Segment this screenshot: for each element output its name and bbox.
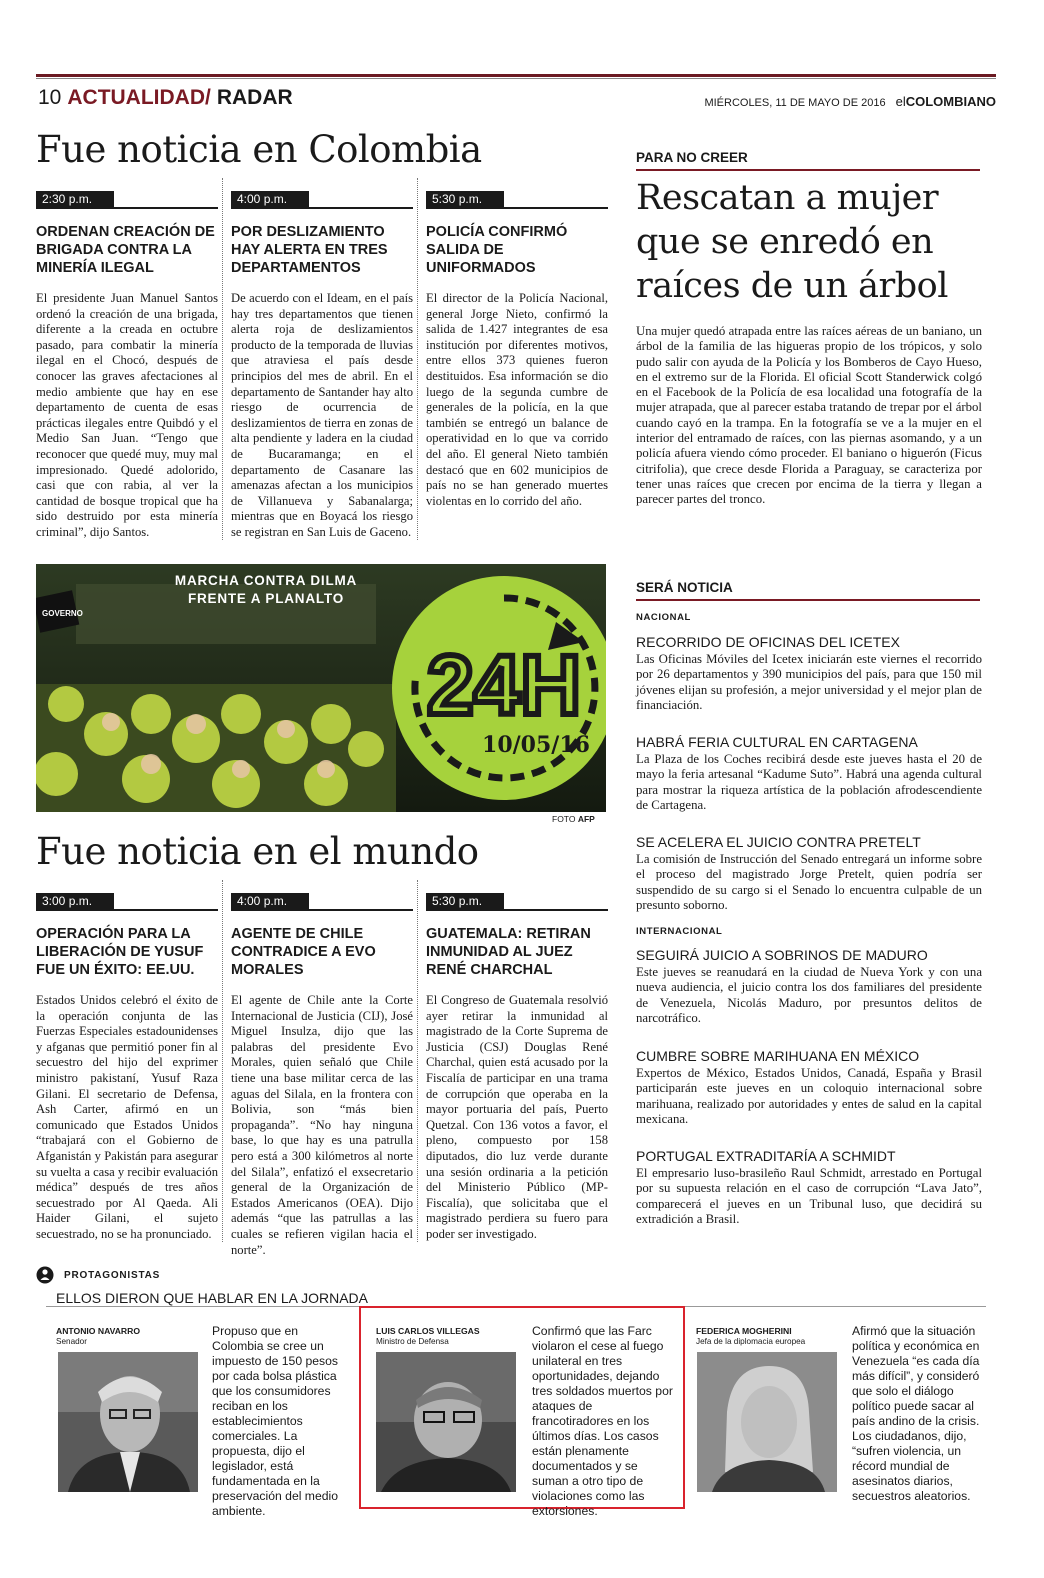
page-folio xyxy=(38,86,293,110)
item-title: CUMBRE SOBRE MARIHUANA EN MÉXICO xyxy=(636,1048,920,1064)
time-rule xyxy=(426,909,608,911)
mundo-column-3 xyxy=(426,892,608,1243)
column-body: De acuerdo con el Ideam, en el país hay tres departamentos que tienen alerta roja de deslizamientos producto de la temporada de lluvias que atraviesa el país desde principios del mes de abril. En el departamento de Santander hay alto riesgo de ocurrencia de deslizamientos de tierra en zonas de alta pendiente y ladera en la ciudad de Bucaramanga; en el departamento de Casanare las amenazas afectan a los municipios de Villanueva y Sabanalarga; mientras que en Boyacá los riesgo se registran en San Luis de Gaceno. xyxy=(231,291,413,539)
photo-credit xyxy=(552,814,595,824)
person-role: Jefa de la diplomacia europea xyxy=(696,1337,806,1346)
column-headline: GUATEMALA: RETIRAN INMUNIDAD AL JUEZ RENÉ CHARCHAL xyxy=(426,926,591,978)
para-no-creer-kicker: PARA NO CREER xyxy=(636,150,748,165)
person-name: ANTONIO NAVARRO xyxy=(56,1326,141,1336)
column-divider xyxy=(417,880,418,1242)
column-headline: ORDENAN CREACIÓN DE BRIGADA CONTRA LA MINERÍA ILEGAL xyxy=(36,224,215,276)
page-number: 10 xyxy=(38,86,62,109)
sera-noticia-item xyxy=(636,634,982,713)
para-no-creer-title: Rescatan a mujer que se enredó en raíces de un árbol xyxy=(636,178,948,306)
credit-agency: AFP xyxy=(577,814,595,824)
item-body: El empresario luso-brasileño Raul Schmidt, arrestado en Portugal por su supuesta relación en el caso de corrupción “Lava Jato”, comparecerá el jueves en un Tribunal luso, que decidirá su extradición a Brasil. xyxy=(636,1166,982,1226)
credit-prefix: FOTO xyxy=(552,814,576,824)
person-name: FEDERICA MOGHERINI xyxy=(696,1326,792,1336)
brand-name: COLOMBIANO xyxy=(905,94,996,109)
column-headline: POR DESLIZAMIENTO HAY ALERTA EN TRES DEPARTAMENTOS xyxy=(231,224,388,276)
protagonistas-subtitle: ELLOS DIERON QUE HABLAR EN LA JORNADA xyxy=(56,1290,368,1306)
badge-24h-text: 24H xyxy=(426,638,582,732)
time-badge: 4:00 p.m. xyxy=(231,893,309,909)
sera-noticia-item xyxy=(636,1048,982,1127)
newspaper-brand xyxy=(896,94,996,109)
person-quote: Afirmó que la situación política y económica en Venezuela “es cada día más difícil”, y consideró que solo el diálogo político puede sacar al país andino de la crisis. Los ciudadanos, dijo, “sufren violencia, un récord mundial de asesinatos diarios, secuestros aleatorios. xyxy=(852,1324,980,1503)
colombia-column-3 xyxy=(426,190,608,509)
time-rule xyxy=(36,909,218,911)
protagonistas-header xyxy=(36,1266,160,1284)
person-role: Senador xyxy=(56,1337,87,1346)
mundo-column-2 xyxy=(231,892,413,1258)
item-title: PORTUGAL EXTRADITARÍA A SCHMIDT xyxy=(636,1148,896,1164)
item-body: Este jueves se reanudará en la ciudad de Nueva York y con una nueva audiencia, el juicio contra los dos familiares del presidente de Venezuela, Nicolás Maduro, por presuntos delitos de narcotráfico. xyxy=(636,965,982,1025)
avatar xyxy=(697,1352,837,1492)
protest-photo-illustration xyxy=(36,564,606,812)
portrait-federica-mogherini xyxy=(697,1352,837,1492)
column-body: El director de la Policía Nacional, general Jorge Nieto, confirmó la salida de 1.427 integrantes de esa institución por diferentes motivos, entre ellos 373 quienes fueron destituidos. Esa información se dio luego de la segunda cumbre de generales de la policía, en la que también se entregó un balance de operatividad en lo que va corrido del año. El general Nieto también destacó que en 602 municipios de país no se han generado muertes violentas en lo corrido del año. xyxy=(426,291,608,508)
person-name: LUIS CARLOS VILLEGAS xyxy=(376,1326,480,1336)
kicker-rule xyxy=(636,599,980,601)
photo-caption-line1: MARCHA CONTRA DILMA xyxy=(174,573,358,588)
column-body: El agente de Chile ante la Corte Internacional de Justicia (CIJ), José Miguel Insulza, dijo que las palabras del presidente Evo Morales, quien señaló que Chile tiene una base militar cerca de las aguas del Silala, en la frontera con Bolivia, son “más bien propaganda”. “No hay ninguna base, lo que hay es una patrulla pero está a 300 kilómetros al norte del Silala”, enfatizó el exsecretario general de la Organización de Estados Americanos (OEA). Dijo además “que las patrullas a las cuales se refieren vigilan hacia el norte”. xyxy=(231,993,413,1257)
sera-noticia-item xyxy=(636,1148,982,1227)
item-body: La comisión de Instrucción del Senado entregará un informe sobre el proceso del magistrado Jorge Pretelt, quien podría ser suspendido de su cargo si el Senado lo encuentra culpable de un presunto soborno. xyxy=(636,852,982,912)
column-headline: OPERACIÓN PARA LA LIBERACIÓN DE YUSUF FUE UN ÉXITO: EE.UU. xyxy=(36,926,204,978)
sera-noticia-kicker: SERÁ NOTICIA xyxy=(636,580,733,595)
column-body: El presidente Juan Manuel Santos ordenó la creación de una brigada, diferente a la creada en octubre pasado, para combatir la minería ilegal en el Chocó, después de conocer las graves afectaciones al medio ambiente que hay en ese departamento de cuenta de esas prácticas ilegales entre Quibdó y el Medio San Juan. “Tengo que reconocer que quedé muy, muy mal impresionado. Quedé adolorido, casi que con rabia, al ver la cantidad de bosque tropical que ha sido destruido por esta minería criminal”, dijo Santos. xyxy=(36,291,218,539)
portrait-antonio-navarro xyxy=(58,1352,198,1492)
column-body: El Congreso de Guatemala resolvió ayer retirar la inmunidad al magistrado de la Corte Suprema de Justicia (CSJ) Douglas René Charchal, quien está acusado por la Fiscalía de participar en una trama de corrupción que operaba en la mayor portuaria del país, Puerto Quetzal. Con 136 votos a favor, el pleno, compuesto por 158 diputados, dio luz verde durante una sesión ordinaria a la petición del Ministerio Público (MP-Fiscalía), que solicitaba que el magistrado perdiera su fuero para poder ser investigado. xyxy=(426,993,608,1241)
internacional-label: INTERNACIONAL xyxy=(636,926,723,937)
item-body: Expertos de México, Estados Unidos, Canadá, España y Brasil participarán este jueves en un coloquio internacional sobre marihuana, realizado por autoridades y entes de salud en la capital mexicana. xyxy=(636,1066,982,1126)
time-badge: 5:30 p.m. xyxy=(426,893,504,909)
time-rule xyxy=(426,207,608,209)
column-headline: POLICÍA CONFIRMÓ SALIDA DE UNIFORMADOS xyxy=(426,224,568,276)
protagonistas-label: PROTAGONISTAS xyxy=(64,1269,161,1281)
item-body: La Plaza de los Coches recibirá desde este jueves hasta el 20 de mayo la feria artesanal “Kadume Suto”. Habrá una agenda cultural para mostrar la riqueza artística de la población afrodescendiente de Cartagena. xyxy=(636,752,982,812)
nacional-label: NACIONAL xyxy=(636,612,691,623)
protest-sign-text: GOVERNO xyxy=(42,609,83,618)
time-badge: 5:30 p.m. xyxy=(426,191,504,207)
column-headline: AGENTE DE CHILE CONTRADICE A EVO MORALES xyxy=(231,926,376,978)
issue-date: MIÉRCOLES, 11 DE MAYO DE 2016 xyxy=(704,97,886,109)
person-quote: Propuso que en Colombia se cree un impuesto de 150 pesos por cada bolsa plástica que los consumidores reciban en los establecimientos comerciales. La propuesta, dijo el legislador, está fundamentada en la preservación del medio ambiente. xyxy=(212,1324,339,1518)
brand-prefix: el xyxy=(895,94,906,109)
person-icon xyxy=(36,1266,54,1284)
mundo-section-title: Fue noticia en el mundo xyxy=(36,830,479,873)
item-title: HABRÁ FERIA CULTURAL EN CARTAGENA xyxy=(636,734,918,750)
person-quote: Confirmó que las Farc violaron el cese al fuego unilateral en tres oportunidades, dejando tres soldados muertos por ataques de francotiradores en los últimos días. Los casos están plenamente documentados y se suman a otro tipo de violaciones como las extorsiones. xyxy=(532,1324,673,1518)
section-name: ACTUALIDAD/ xyxy=(67,86,211,109)
colombia-section-title: Fue noticia en Colombia xyxy=(36,128,482,171)
dateline xyxy=(704,94,996,109)
time-badge: 4:00 p.m. xyxy=(231,191,309,207)
colombia-column-1 xyxy=(36,190,218,541)
portrait-luis-carlos-villegas xyxy=(376,1352,516,1492)
kicker-rule xyxy=(636,169,980,171)
time-rule xyxy=(36,207,218,209)
item-title: SEGUIRÁ JUICIO A SOBRINOS DE MADURO xyxy=(636,947,928,963)
sera-noticia-item xyxy=(636,947,982,1026)
para-no-creer-body: Una mujer quedó atrapada entre las raíces aéreas de un baniano, un árbol de la familia de las higueras propio de los trópicos, y solo pudo salir con ayuda de la Policía y los Bomberos de Cayo Hueso, en el extremo sur de la Florida. El oficial Scott Standerwick colgó en el Facebook de la Policía de esa localidad una fotografía de la mujer atrapada, que al parecer estaba tratando de trepar por el árbol cuando cayó en la trampa. En la fotografía se ve a la mujer en el interior del entramado de raíces, con las piernas asomando, y a un policía afuera viendo cómo proceder. El baniano o higuerón (Ficus citrifolia), que crece desde Florida a Paraguay, se caracteriza por tener unas raíces que crecen por encima de la tierra y llegan a parecer partes del tronco. xyxy=(636,324,982,507)
item-title: SE ACELERA EL JUICIO CONTRA PRETELT xyxy=(636,834,921,850)
sera-noticia-item xyxy=(636,834,982,913)
time-rule xyxy=(231,909,413,911)
time-rule xyxy=(231,207,413,209)
subsection-name: RADAR xyxy=(216,86,293,109)
photo-caption-line2: FRENTE A PLANALTO xyxy=(187,591,345,606)
avatar xyxy=(376,1352,516,1492)
sera-noticia-item xyxy=(636,734,982,813)
time-badge: 2:30 p.m. xyxy=(36,191,114,207)
column-divider xyxy=(222,880,223,1242)
avatar xyxy=(58,1352,198,1492)
colombia-column-2 xyxy=(231,190,413,541)
news-photo xyxy=(36,564,606,812)
column-body: Estados Unidos celebró el éxito de la operación conjunta de las Fuerzas Especiales estadounidenses y afganas que permitió poner fin al secuestro del hijo del exprimer ministro pakistaní, Yusuf Raza Gilani. El secretario de Defensa, Ash Carter, afirmó en un comunicado que Estados Unidos “trabajará con el Gobierno de Afganistán y Pakistán para asegurar su vuelta a casa y recibir evaluación médica” después de tres años secuestrado por Al Qaeda. Ali Haider Gilani, el sujeto secuestrado, no se ha pronunciado. xyxy=(36,993,218,1241)
header-rule-thin xyxy=(36,78,996,79)
column-divider xyxy=(222,178,223,540)
header-rule xyxy=(36,74,996,77)
item-body: Las Oficinas Móviles del Icetex iniciarán este viernes el recorrido por 26 departamentos y 390 municipios del país, para que 150 mil jóvenes elijan su profesión, a mejor universidad y el mejor plan de financiación. xyxy=(636,652,982,712)
column-divider xyxy=(417,178,418,540)
badge-date: 10/05/16 xyxy=(482,732,590,758)
mundo-column-1 xyxy=(36,892,218,1243)
time-badge: 3:00 p.m. xyxy=(36,893,114,909)
person-role: Ministro de Defensa xyxy=(376,1337,449,1346)
item-title: RECORRIDO DE OFICINAS DEL ICETEX xyxy=(636,634,900,650)
